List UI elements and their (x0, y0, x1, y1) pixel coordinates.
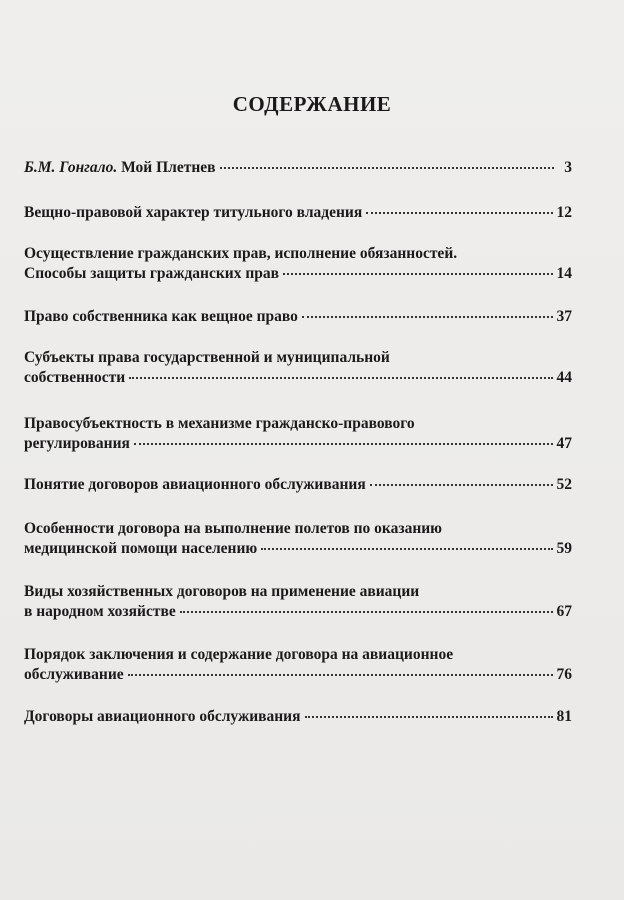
page-number: 52 (556, 476, 572, 493)
entry-title-line: Субъекты права государственной и муниципальной (24, 349, 390, 366)
page-number: 76 (556, 666, 572, 683)
toc-entry (24, 244, 572, 284)
entry-title-line: обслуживание (24, 666, 124, 683)
page-number: 3 (564, 159, 572, 176)
entry-title-line: медицинской помощи населению (24, 540, 258, 557)
toc-entry (24, 519, 572, 559)
toc-entry (24, 348, 572, 388)
page-number: 12 (556, 204, 572, 221)
toc-entry (24, 707, 572, 727)
entry-author: Б.М. Гонгало. (24, 159, 118, 176)
entry-title: Договоры авиационного обслуживания (24, 708, 301, 725)
leader-dots (370, 483, 553, 486)
page-number: 14 (556, 265, 572, 282)
leader-dots (128, 673, 553, 676)
entry-title-line: собственности (24, 369, 126, 386)
toc-entry (24, 307, 572, 327)
entry-title-line: регулирования (24, 435, 130, 452)
leader-dots (302, 315, 553, 318)
toc-entry (24, 414, 572, 454)
entry-title: Вещно-правовой характер титульного владения (24, 204, 363, 221)
leader-dots (134, 442, 553, 445)
leader-dots (220, 166, 554, 169)
toc-entry (24, 582, 572, 622)
page-number: 47 (556, 435, 572, 452)
toc-entry (24, 475, 572, 495)
leader-dots (180, 610, 553, 613)
leader-dots (366, 211, 552, 214)
entry-title-line: Виды хозяйственных договоров на применение авиации (24, 583, 420, 600)
page-number: 59 (556, 540, 572, 557)
entry-title: Мой Плетнев (121, 159, 216, 176)
toc-entry (24, 645, 572, 685)
entry-title-line: Особенности договора на выполнение полетов по оказанию (24, 520, 443, 537)
entry-title-line: Порядок заключения и содержание договора на авиационное (24, 646, 454, 663)
leader-dots (305, 715, 553, 718)
page-number: 37 (556, 308, 572, 325)
entry-title-line: в народном хозяйстве (24, 603, 176, 620)
page-number: 67 (556, 603, 572, 620)
page-title: СОДЕРЖАНИЕ (232, 92, 392, 116)
page-number: 81 (556, 708, 572, 725)
entry-title: Право собственника как вещное право (24, 308, 298, 325)
leader-dots (283, 272, 552, 275)
leader-dots (129, 376, 552, 379)
toc-entry (24, 203, 572, 223)
toc-entry (24, 158, 572, 178)
leader-dots (261, 547, 552, 550)
entry-title-line: Способы защиты гражданских прав (24, 265, 280, 282)
page-number: 44 (556, 369, 572, 386)
entry-title: Понятие договоров авиационного обслуживания (24, 476, 366, 493)
entry-title-line: Осуществление гражданских прав, исполнение обязанностей. (24, 245, 458, 262)
entry-title-line: Правосубъектность в механизме гражданско-правового (24, 415, 415, 432)
